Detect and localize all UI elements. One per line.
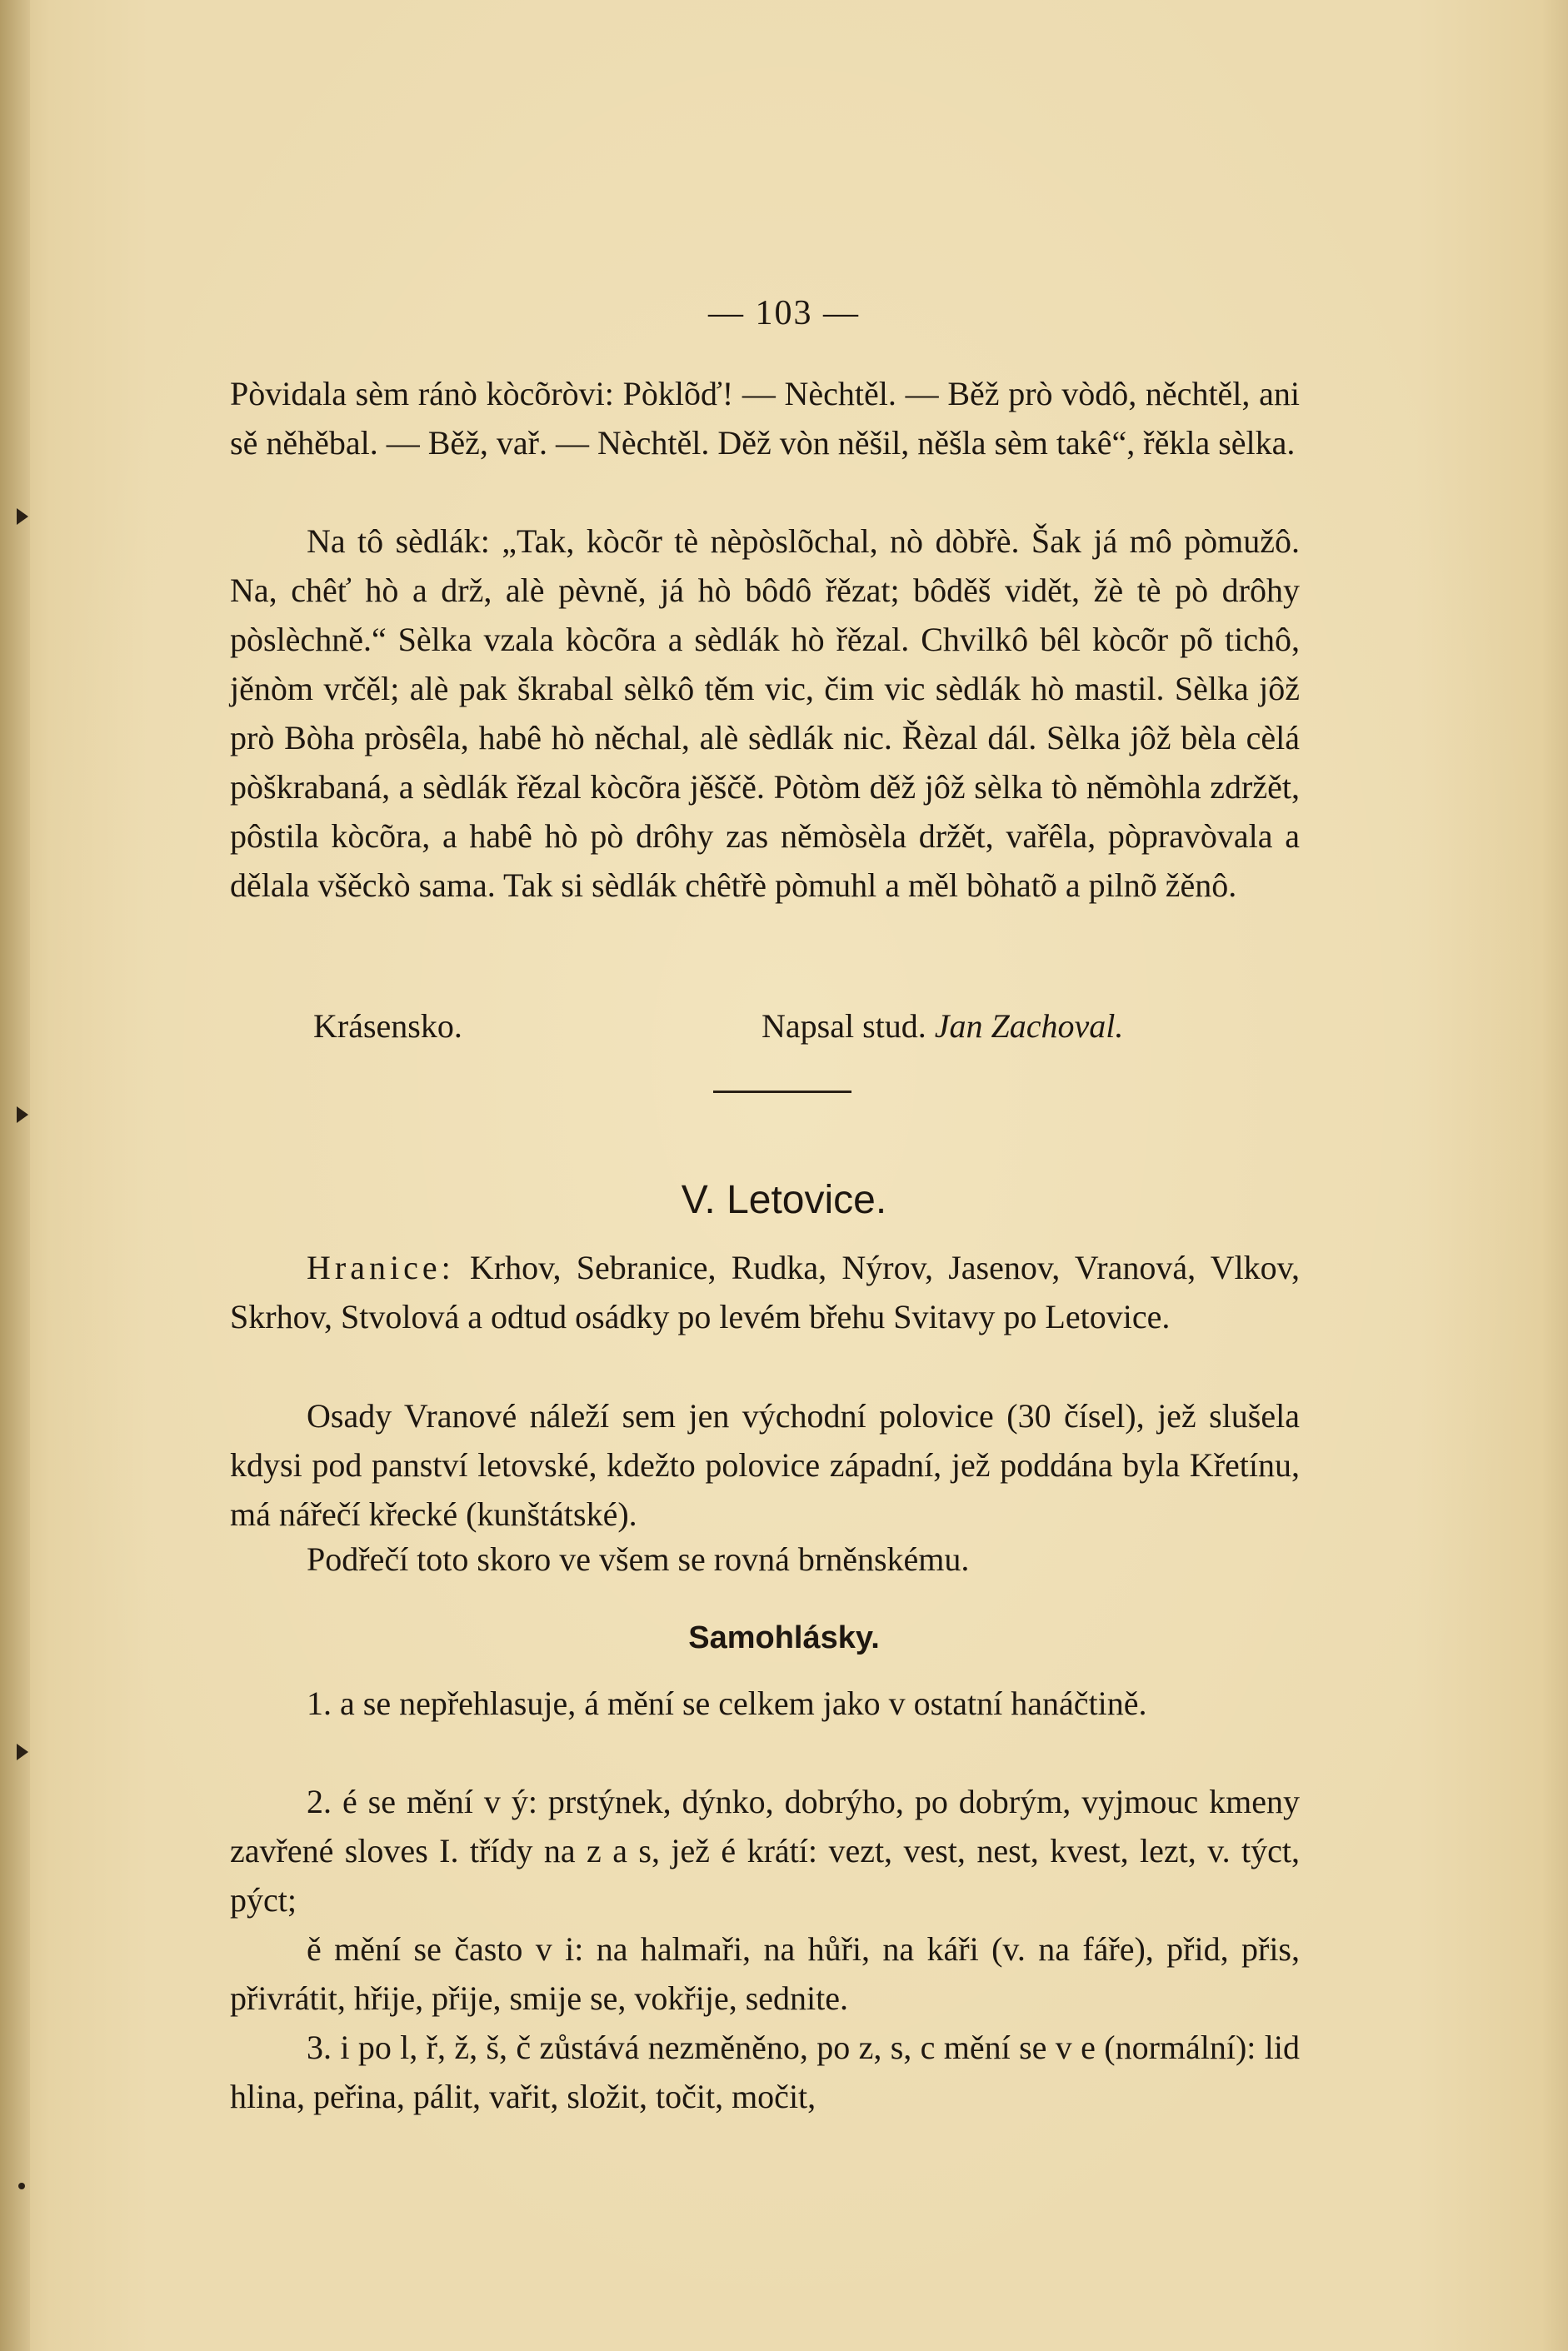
vowel-rule-item: 1. a se nepřehlasuje, á mění se celkem jako v ostatní hanáčtině. — [307, 1685, 1147, 1722]
boundaries-text: Krhov, Sebranice, Rudka, Nýrov, Jasenov, Vranová, Vlkov, Skrhov, Stvolová a odtud osádky po levém břehu Svitavy po Letovice. — [230, 1249, 1300, 1335]
vowel-item-block — [230, 1679, 1300, 1728]
subsection-title: Samohlásky. — [688, 1620, 880, 1655]
boundaries-paragraph — [230, 1243, 1300, 1341]
story-place: Krásensko. — [313, 1007, 462, 1045]
story-signature — [762, 1006, 1123, 1046]
vowel-rule-item: 3. i po l, ř, ž, š, č zůstává nezměněno, po z, s, c mění se v e (normální): lid hlina, peřina, pálit, vařit, složit, točit, močit, — [230, 2029, 1300, 2115]
vowel-item-block — [230, 1924, 1300, 2023]
story-paragraph-1-block — [230, 369, 1300, 467]
vowel-rule-item: ě mění se často v i: na halmaři, na hůři, na káři (v. na fáře), přid, přis, přivrátit, hřije, přije, smije se, vokřije, sednite. — [230, 1930, 1300, 2017]
margin-arrow-mark — [17, 508, 28, 525]
story-author: Jan Zachoval. — [934, 1007, 1124, 1045]
vowel-item-block — [230, 2023, 1300, 2121]
section-title: V. Letovice. — [681, 1178, 887, 1222]
margin-arrow-mark — [17, 1744, 28, 1760]
signature-prefix: Napsal stud. — [762, 1007, 926, 1045]
margin-arrow-mark — [17, 1106, 28, 1123]
section-paragraph: Podřečí toto skoro ve všem se rovná brněnskému. — [307, 1540, 970, 1578]
section-paragraph-2-block — [230, 1391, 1300, 1539]
vowel-rule-item: 2. é se mění v ý: prstýnek, dýnko, dobrýho, po dobrým, vyjmouc kmeny zavřené sloves I. třídy na z a s, jež é krátí: vezt, vest, nest, kvest, lezt, v. týct, pýct; — [230, 1783, 1300, 1919]
margin-dot-mark — [18, 2183, 25, 2189]
story-paragraph: Na tô sèdlák: „Tak, kòcõr tè nèpòslõchal, nò dòbřè. Šak já mô pòmužô. Na, chêť hò a drž, alè pèvně, já hò bôdô řězat; bôděš vidět, žè tè pò drôhy pòslèchně.“ Sèlka vzala kòcõra a sèdlák hò řězal. Chvilkô bêl kòcõr põ tichô, jěnòm vrčěl; alè pak škrabal sèlkô těm vic, čim vic sèdlák hò mastil. Sèlka jôž prò Bòha pròsêla, habê hò něchal, alè sèdlák nic. Řèzal dál. Sèlka jôž bèla cèlá pòškrabaná, a sèdlák řězal kòcõra jěščě. Pòtòm děž jôž sèlka tò němòhla zdržět, pôstila kòcõra, a habê hò pò drôhy zas němòsèla držět, vařêla, pòpravòvala a dělala všěckò sama. Tak si sèdlák chêtřè pòmuhl a měl bòhatõ a pilnõ žěnô. — [230, 522, 1300, 904]
story-paragraph: Pòvidala sèm ránò kòcõròvi: Pòklõď! — Nèchtěl. — Běž prò vòdô, něchtěl, ani sě něhěbal. — Běž, vař. — Nèchtěl. Děž vòn něšil, něšla sèm takê“, řěkla sèlka. — [230, 375, 1300, 462]
section-paragraph-3-block — [230, 1535, 1300, 1584]
section-boundaries-block — [230, 1243, 1300, 1341]
book-spine-shadow — [0, 0, 30, 2351]
page-number: — 103 — — [708, 294, 860, 332]
section-divider — [713, 1091, 851, 1093]
section-paragraph: Osady Vranové náleží sem jen východní polovice (30 čísel), jež slušela kdysi pod panství letovské, kdežto polovice západní, jež poddána byla Křetínu, má nářečí křecké (kunštátské). — [230, 1397, 1300, 1533]
story-paragraph-2-block — [230, 517, 1300, 910]
vowel-item-block — [230, 1777, 1300, 1924]
boundaries-label: Hranice: — [307, 1249, 455, 1286]
